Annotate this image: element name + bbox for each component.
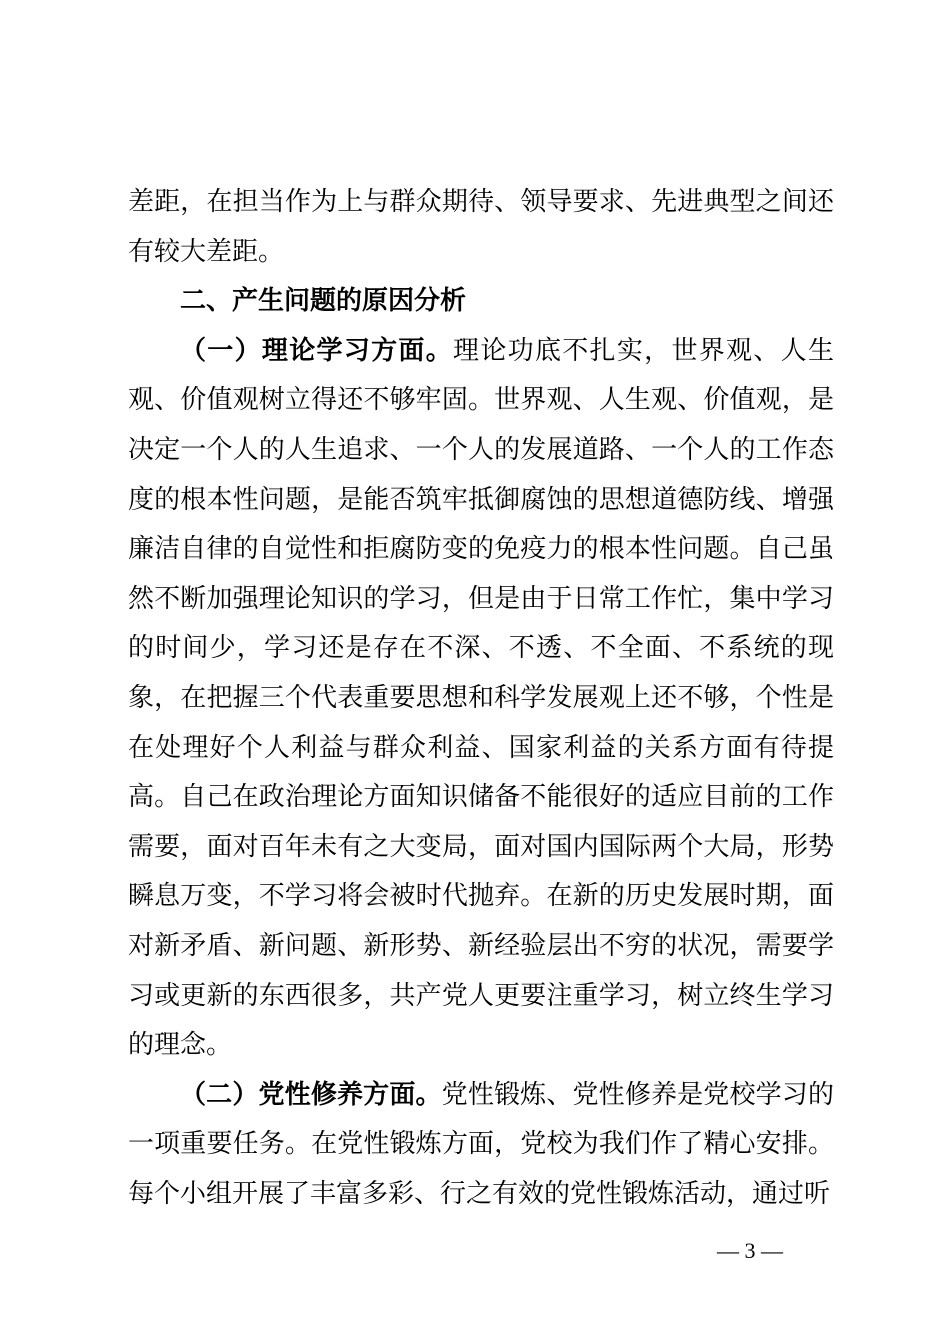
paragraph-text: 差距，在担当作为上与群众期待、领导要求、先进典型之间还有较大差距。 (128, 187, 834, 267)
paragraph-theory-study (128, 327, 834, 1071)
document-body (128, 178, 834, 1219)
paragraph-continuation (128, 178, 834, 277)
paragraph-lead: （二）党性修养方面。 (180, 1079, 442, 1110)
paragraph-text: 党性锻炼、党性修养是党校学习的一项重要任务。在党性锻炼方面，党校为我们作了精心安排。每个小组开展了丰富多彩、行之有效的党性锻炼活动，通过听 (128, 1079, 834, 1209)
paragraph-lead: （一）理论学习方面。 (180, 335, 454, 366)
section-heading: 二、产生问题的原因分析 (180, 286, 467, 317)
page-number: — 3 — (717, 1238, 783, 1263)
paragraph-party-spirit (128, 1071, 834, 1220)
paragraph-text: 理论功底不扎实，世界观、人生观、价值观树立得还不够牢固。世界观、人生观、价值观，是决定一个人的人生追求、一个人的发展道路、一个人的工作态度的根本性问题，是能否筑牢抵御腐蚀的思想道德防线、增强廉洁自律的自觉性和拒腐防变的免疫力的根本性问题。自己虽然不断加强理论知识的学习，但是由于日常工作忙，集中学习的时间少，学习还是存在不深、不透、不全面、不系统的现象，在把握三个代表重要思想和科学发展观上还不够，个性是在处理好个人利益与群众利益、国家利益的关系方面有待提高。自己在政治理论方面知识储备不能很好的适应目前的工作需要，面对百年未有之大变局，面对国内国际两个大局，形势瞬息万变，不学习将会被时代抛弃。在新的历史发展时期，面对新矛盾、新问题、新形势、新经验层出不穷的状况，需要学习或更新的东西很多，共产党人更要注重学习，树立终生学习的理念。 (128, 335, 834, 1061)
